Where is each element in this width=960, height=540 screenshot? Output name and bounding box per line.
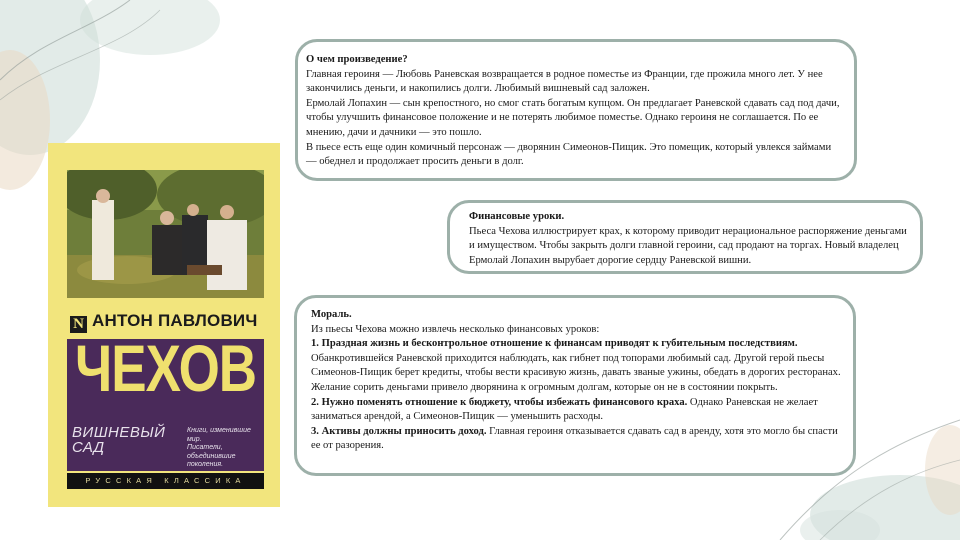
card-moral-item1 [311, 337, 845, 395]
card-moral [294, 295, 856, 476]
book-tagline-line3: поколения. [187, 461, 224, 468]
card-about-p3: В пьесе есть еще один комичный персонаж — дворянин Симеонов-Пищик. Это помещик, который увлекся займами — обеднел и продолжает просить деньги в долг. [306, 141, 832, 168]
book-tagline [187, 427, 261, 470]
cover-illustration [67, 170, 264, 298]
book-subtitle [72, 425, 165, 455]
card-lessons-heading: Финансовые уроки. [469, 211, 565, 222]
card-moral-item1-text: Обанкротившейся Раневской приходится наблюдать, как гибнет под топорами любимый сад. Другой герой пьесы Симеонов-Пищик берет кредиты, чтобы вести красивую жизнь, давать званые ужины, обедать в дорогих ресторанах. Желание сорить деньгами привело дворянина к огромным долгам, которые он не в состоянии покрыть. [311, 352, 841, 393]
card-moral-item3 [311, 425, 845, 454]
book-tagline-line1: Книги, изменившие мир. [187, 427, 251, 443]
card-moral-item1-bold: 1. Праздная жизнь и бесконтрольное отношение к финансам приводят к губительным последствиям. [311, 338, 798, 350]
garden-painting [67, 170, 264, 298]
book-author: АНТОН ПАВЛОВИЧ [92, 311, 258, 330]
card-moral-item3-bold: 3. Активы должны приносить доход. [311, 425, 487, 437]
book-subtitle-line1: ВИШНЕВЫЙ [72, 424, 166, 441]
book-cover [48, 143, 280, 507]
book-series: РУССКАЯ КЛАССИКА [67, 473, 264, 489]
card-lessons [447, 200, 923, 274]
card-moral-item2-bold: 2. Нужно поменять отношение к бюджету, чтобы избежать финансового краха. [311, 396, 688, 408]
card-about-heading: О чем произведение? [306, 54, 408, 65]
card-moral-item2 [311, 396, 845, 425]
book-tagline-line2: Писатели, объединившие [187, 444, 236, 460]
card-moral-intro: Из пьесы Чехова можно извлечь несколько финансовых уроков: [311, 323, 600, 335]
publisher-logo: N [70, 316, 87, 333]
title-panel [67, 332, 264, 471]
card-moral-heading: Мораль. [311, 309, 352, 320]
book-subtitle-line2: САД [72, 439, 105, 456]
card-lessons-p1: Пьеса Чехова иллюстрирует крах, к которому приводит нерациональное распоряжение деньгами и имуществом. Чтобы закрыть долги главной героини, сад продают на торгах. Новый владелец Ермолай Лопахин вырубает дорогие сердцу Раневской вишни. [469, 225, 907, 266]
book-title: ЧЕХОВ [75, 332, 257, 406]
card-about-p1: Главная героиня — Любовь Раневская возвращается в родное поместье из Франции, где прожила много лет. У нее закончились деньги, и накопились долги. Любимый вишневый сад заложен. [306, 68, 823, 95]
card-moral-item3-text: Главная героиня отказывается сдавать сад в аренду, хотя это могло бы спасти ее от разорения. [311, 425, 838, 452]
card-about-p2: Ермолай Лопахин — сын крепостного, но смог стать богатым купцом. Он предлагает Раневской сдавать сад под дачи, чтобы улучшить финансовое положение и не потерять любимое поместье. Однако героиня не соглашается. По ее мнению, дачи и дачники — это пошло. [306, 97, 840, 138]
card-about [295, 39, 857, 181]
card-moral-item2-text: Однако Раневская не желает заниматься арендой, а Симеонов-Пищик — уменьшить расходы. [311, 396, 818, 423]
